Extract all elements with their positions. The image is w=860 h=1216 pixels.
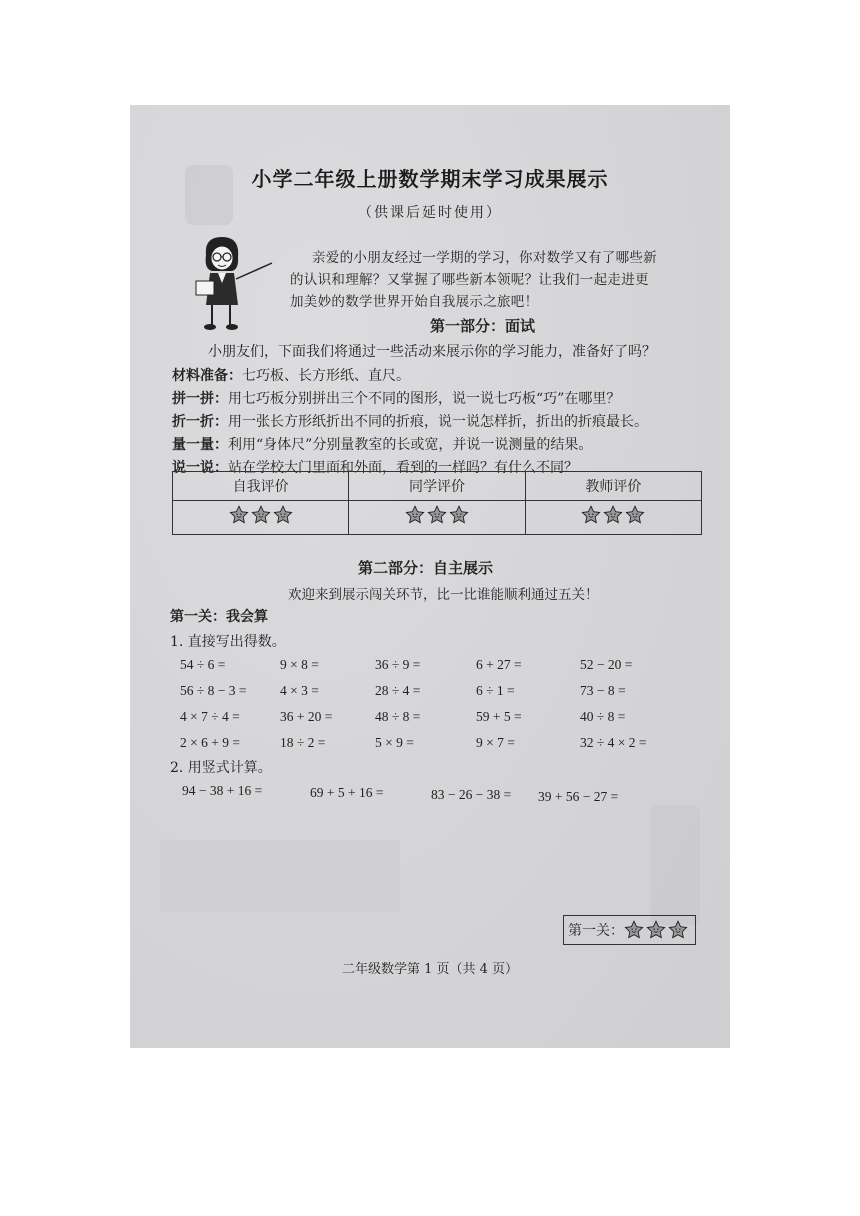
part1-item-materials: 材料准备：七巧板、长方形纸、直尺。 — [172, 368, 410, 384]
oral-calc-item: 36 + 20 = — [280, 709, 333, 724]
eval-header-teacher: 教师评价 — [525, 472, 701, 501]
part1-item-fold: 折一折：用一张长方形纸折出不同的折痕，说一说怎样折，折出的折痕最长。 — [172, 414, 648, 430]
oral-calc-item: 56 ÷ 8 − 3 = — [180, 683, 247, 698]
star-icon[interactable] — [251, 505, 271, 525]
eval-header-peer: 同学评价 — [349, 472, 525, 501]
q2-title: 2. 用竖式计算。 — [170, 760, 272, 776]
vertical-calc-item: 39 + 56 − 27 = — [538, 789, 619, 804]
level1-heading: 第一关：我会算 — [170, 609, 268, 625]
star-icon[interactable] — [625, 505, 645, 525]
part1-item-speak: 说一说：站在学校大门里面和外面，看到的一样吗？有什么不同？ — [172, 460, 578, 476]
oral-calc-item: 40 ÷ 8 = — [580, 709, 626, 724]
q1-title: 1. 直接写出得数。 — [170, 634, 286, 650]
vertical-calc-item: 69 + 5 + 16 = — [310, 785, 384, 800]
page-title: 小学二年级上册数学期末学习成果展示 — [251, 167, 609, 191]
oral-calc-item: 36 ÷ 9 = — [375, 657, 421, 672]
oral-calc-item: 2 × 6 + 9 = — [180, 735, 240, 750]
eval-stars-self[interactable] — [173, 500, 349, 534]
oral-calc-item: 48 ÷ 8 = — [375, 709, 421, 724]
part1-lead: 小朋友们，下面我们将通过一些活动来展示你的学习能力，准备好了吗？ — [208, 344, 656, 360]
star-icon[interactable] — [646, 920, 666, 940]
vertical-calc-item: 94 − 38 + 16 = — [182, 783, 263, 798]
intro-line-1: 亲爱的小朋友经过一学期的学习，你对数学又有了哪些新 — [312, 250, 657, 266]
vertical-calc-item: 83 − 26 − 38 = — [431, 787, 512, 802]
oral-calc-item: 6 ÷ 1 = — [476, 683, 515, 698]
part1-item-tangram: 拼一拼：用七巧板分别拼出三个不同的图形，说一说七巧板“巧”在哪里？ — [172, 391, 621, 407]
level1-stamp — [563, 915, 696, 945]
intro-line-3: 加美妙的数学世界开始自我展示之旅吧！ — [290, 294, 539, 310]
star-icon[interactable] — [427, 505, 447, 525]
eval-stars-peer[interactable] — [349, 500, 525, 534]
eval-stars-teacher[interactable] — [525, 500, 701, 534]
oral-calc-item: 28 ÷ 4 = — [375, 683, 421, 698]
star-icon[interactable] — [405, 505, 425, 525]
oral-calc-item: 9 × 7 = — [476, 735, 515, 750]
bleed-through-mark — [650, 805, 700, 925]
star-icon[interactable] — [229, 505, 249, 525]
oral-calc-item: 9 × 8 = — [280, 657, 319, 672]
oral-calc-item: 52 − 20 = — [580, 657, 633, 672]
part2-heading: 第二部分：自主展示 — [358, 559, 494, 577]
oral-calc-item: 54 ÷ 6 = — [180, 657, 226, 672]
level1-stamp-label: 第一关： — [568, 923, 624, 939]
page-footer: 二年级数学第 1 页（共 4 页） — [341, 962, 519, 977]
page-subtitle: （供课后延时使用） — [358, 205, 502, 221]
oral-calc-item: 5 × 9 = — [375, 735, 414, 750]
intro-line-2: 的认识和理解？又掌握了哪些新本领呢？让我们一起走进更 — [290, 272, 649, 288]
star-icon[interactable] — [603, 505, 623, 525]
oral-calc-item: 4 × 7 ÷ 4 = — [180, 709, 240, 724]
star-icon[interactable] — [624, 920, 644, 940]
part1-item-measure: 量一量：利用“身体尺”分别量教室的长或宽，并说一说测量的结果。 — [172, 437, 593, 453]
star-icon[interactable] — [581, 505, 601, 525]
star-icon[interactable] — [273, 505, 293, 525]
exam-paper — [130, 105, 730, 1048]
oral-calc-item: 32 ÷ 4 × 2 = — [580, 735, 647, 750]
part2-lead: 欢迎来到展示闯关环节，比一比谁能顺利通过五关！ — [288, 587, 599, 603]
star-icon[interactable] — [668, 920, 688, 940]
oral-calc-item: 6 + 27 = — [476, 657, 522, 672]
bleed-through-mark — [160, 840, 400, 912]
part1-heading: 第一部分：面试 — [430, 317, 536, 335]
evaluation-table — [172, 471, 702, 535]
oral-calc-item: 73 − 8 = — [580, 683, 626, 698]
oral-calc-item: 59 + 5 = — [476, 709, 522, 724]
eval-header-self: 自我评价 — [173, 472, 349, 501]
star-icon[interactable] — [449, 505, 469, 525]
oral-calc-item: 18 ÷ 2 = — [280, 735, 326, 750]
oral-calc-item: 4 × 3 = — [280, 683, 319, 698]
teacher-illustration — [192, 233, 282, 333]
